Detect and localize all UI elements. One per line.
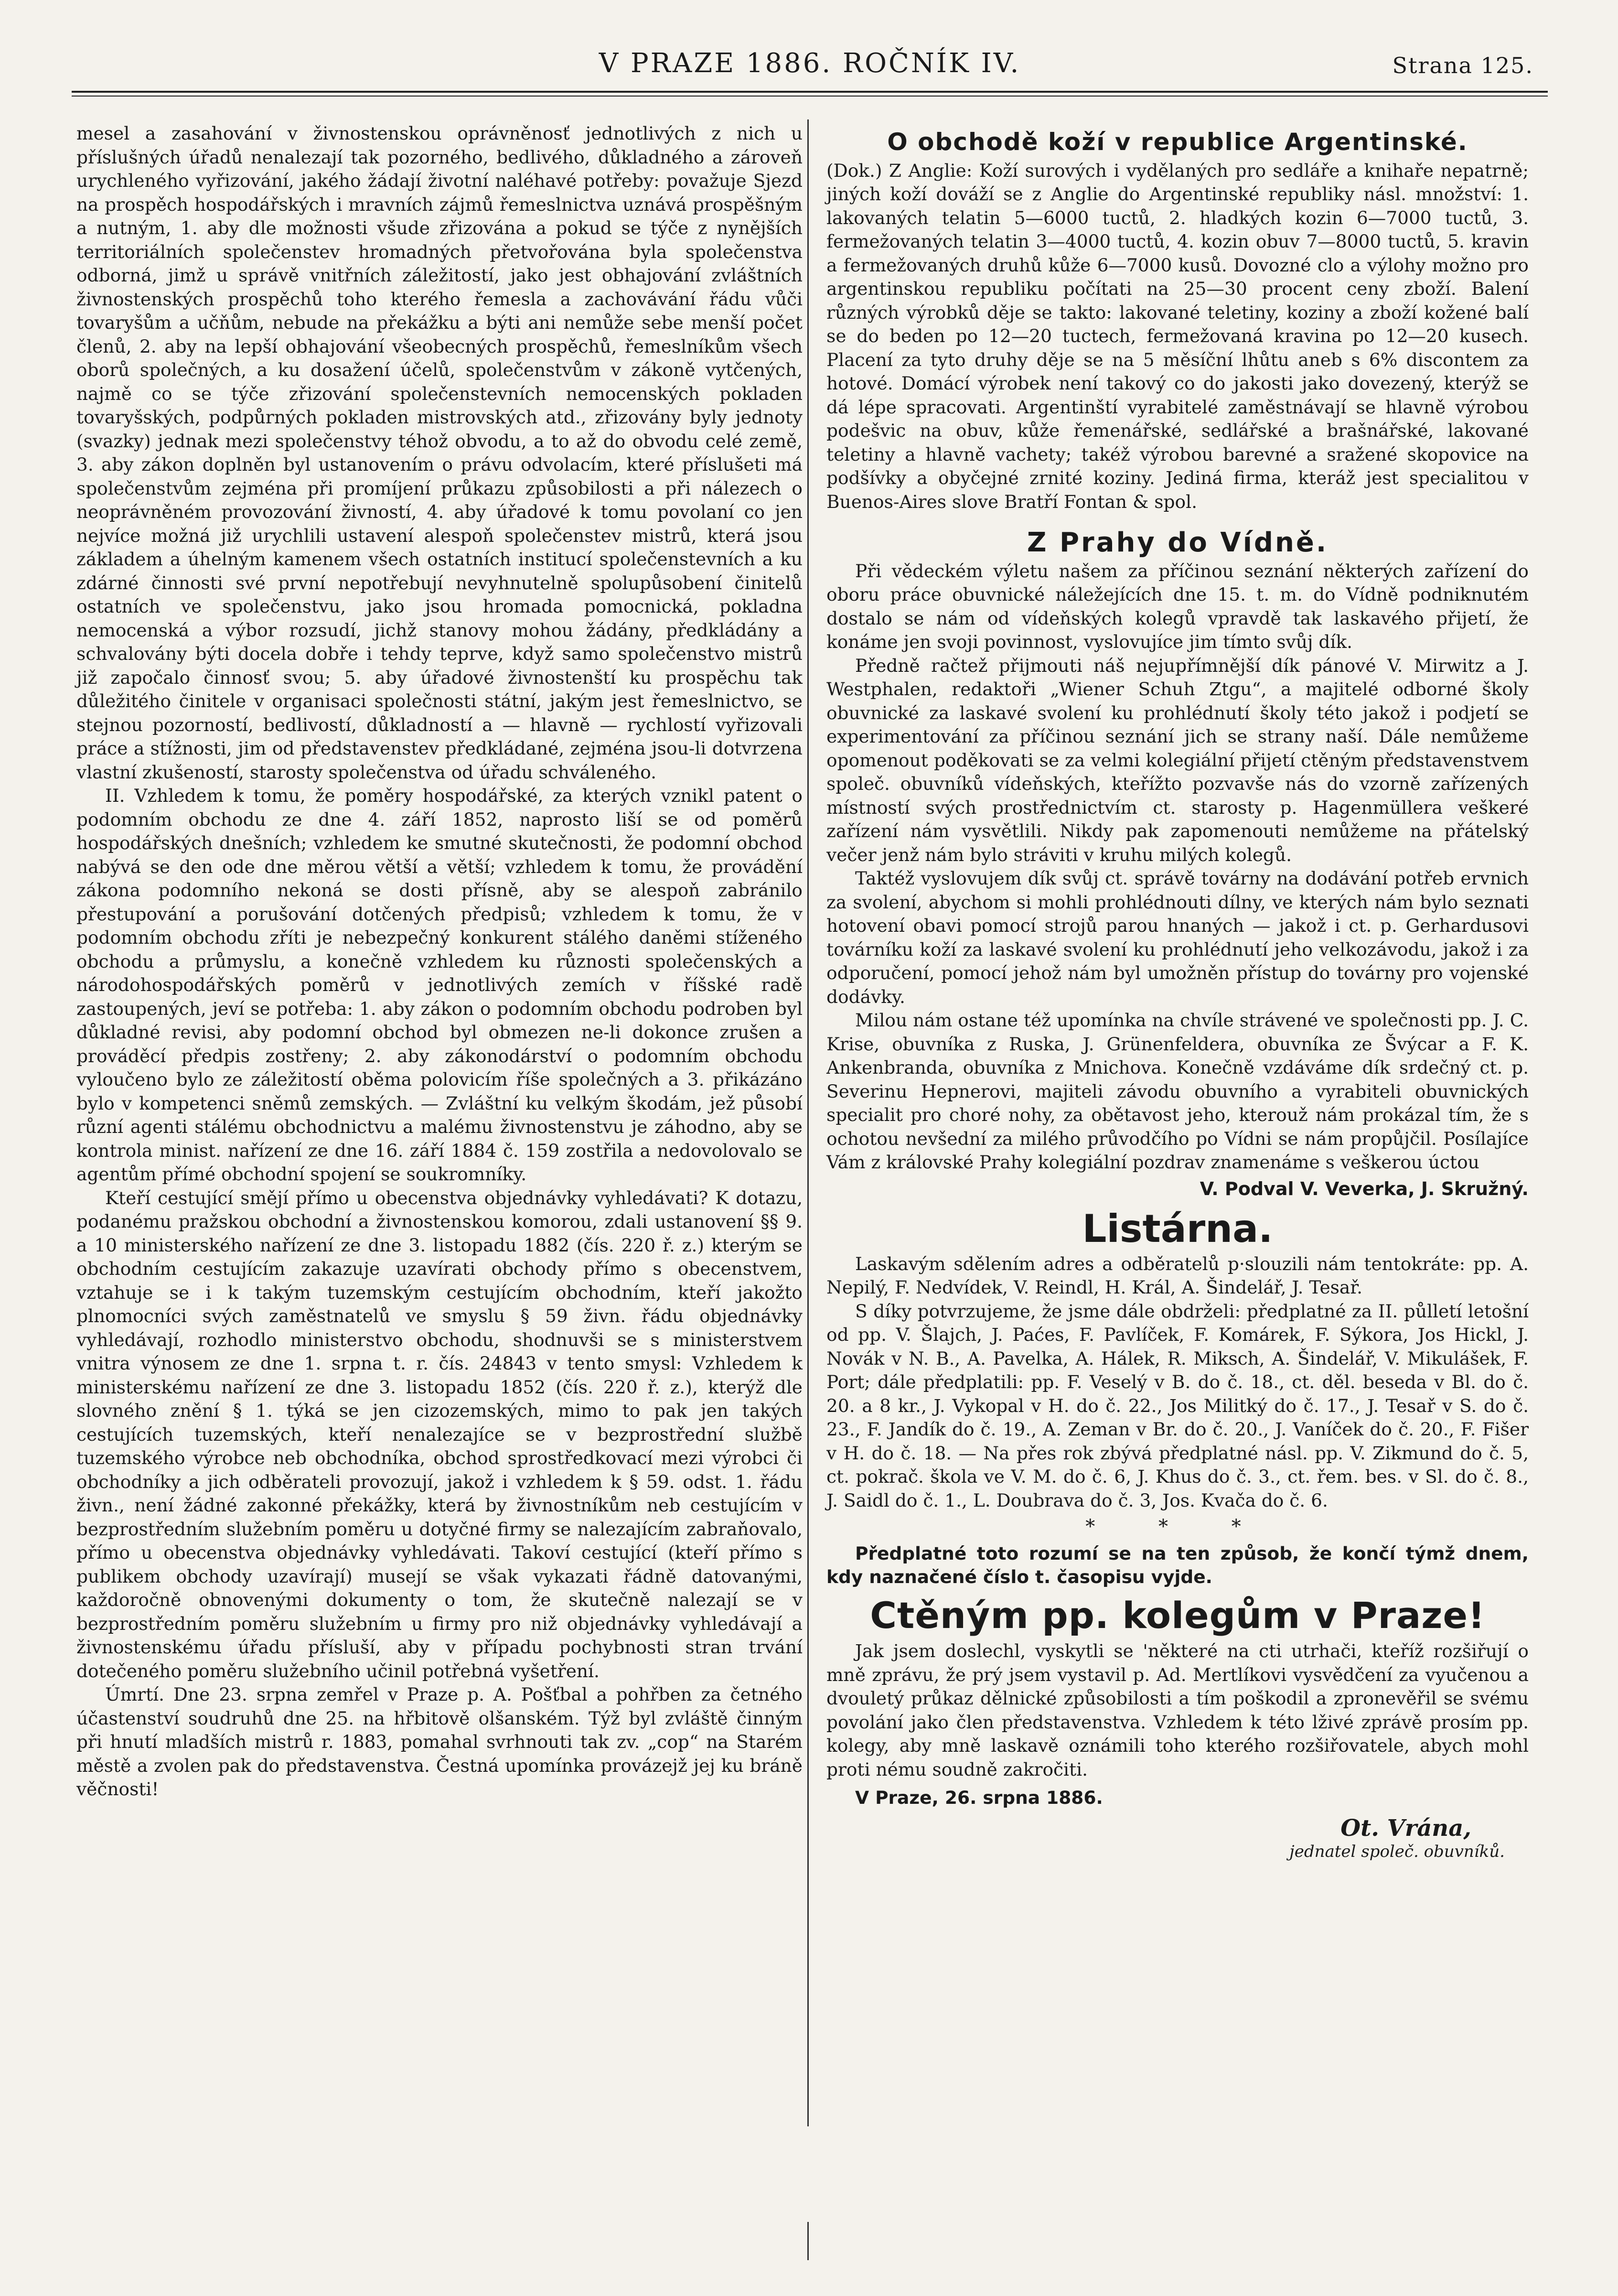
section-title-listarna: Listárna.: [1082, 1207, 1273, 1251]
article-paragraph: Milou nám ostane též upomínka na chvíle strávené ve společnosti pp. J. C. Krise, obuvníka z Ruska, J. Grünenfeldera, obuvníka ze Švýcar a F. K. Ankenbranda, obuvníka z Mnichova. Konečně vzdáváme dík srdečný ct. p. Severinu Hepnerovi, majiteli závodu obuvního a vyrabiteli obuvnických specialit pro choré nohy, za obětavost jeho, kterouž nám prokázal tím, že s ochotou nevšední za milého průvodčího po Vídni se nám propůjčil. Posílajíce Vám z královské Prahy kolegiální pozdrav znamenáme s veškerou úctou: [826, 1010, 1529, 1173]
masthead: V PRAZE 1886. ROČNÍK IV.: [599, 48, 1021, 79]
section-title-colleagues: Ctěným pp. kolegům v Praze!: [870, 1594, 1485, 1637]
section-title-argentina: O obchodě koží v republice Argentinské.: [887, 128, 1468, 156]
page-header: [86, 48, 1533, 86]
article-date: V Praze, 26. srpna 1886.: [855, 1787, 1103, 1808]
left-column: [76, 122, 803, 1801]
header-rule-thin: [72, 96, 1548, 97]
column-divider-bottom: [807, 2222, 809, 2260]
article-paragraph: Při vědeckém výletu našem za příčinou seznání některých zařízení do oboru práce obuvnické náležejících dne 15. t. m. do Vídně podniknutém dostalo se nám od vídeňských kolegů vpravdě tak laskavého přijetí, že konáme jen svoji povinnost, vyslovujíce jim tímto svůj dík.: [826, 560, 1529, 652]
right-column: [826, 122, 1529, 1864]
obituary-paragraph: Úmrtí. Dne 23. srpna zemřel v Praze p. A. Pošťbal a pohřben za četného účastenství soudruhů dne 25. na hřbitově olšanském. Týž byl zvláště činným při hnutí mladších mistrů r. 1883, pomahal svrhnouti tak zv. „cop“ na Starém městě a zvolen pak do představenstva. Čestná upomínka provázejž jej ku bráně věčnosti!: [76, 1684, 803, 1800]
article-paragraph: Předně račtež přijmouti náš nejupřímnější dík pánové V. Mirwitz a J. Westphalen, redaktoři „Wiener Schuh Ztgu“, a majitelé odborné školy obuvnické za laskavé svolení ku prohlédnutí školy této jakož i podjetí se experimentování za příčinou seznání jich se strany naší. Dále nemůžeme opomenout poděkovati se za velmi kolegiální přijetí ctěným představenstvem společ. obuvníků vídeňských, kteřížto pozvavše nás do vzorně zařízených místností svých prostřednictvím ct. starosty p. Hagenmüllera veškeré zařízení nám vysvětlili. Nikdy pak zapomenouti nemůžeme na přátelský večer jenž nám bylo stráviti v kruhu milých kolegů.: [826, 655, 1529, 865]
signature-role: jednatel společ. obuvníků.: [1289, 1842, 1505, 1861]
page-number: Strana 125.: [1392, 53, 1533, 78]
column-divider: [807, 119, 809, 2126]
article-paragraph: Jak jsem doslechl, vyskytli se 'některé na cti utrhači, kteříž rozšiřují o mně zprávu, že prý jsem vystavil p. Ad. Mertlíkovi vysvědčení za vyučenou a dvouletý průkaz dělnické způsobilosti a tím poškodil a zpronevěřil se svému povolání jako člen představenstva. Vzhledem k této lživé zprávě prosím pp. kolegy, aby mně laskavě oznámili toho kterého rozšiřovatele, abych mohl proti nému soudně zakročiti.: [826, 1640, 1529, 1780]
article-paragraph: Laskavým sdělením adres a odběratelů p·slouzili nám tentokráte: pp. A. Nepilý, F. Nedvídek, V. Reindl, H. Král, A. Šindelář, J. Tesař.: [826, 1253, 1529, 1298]
article-paragraph: mesel a zasahování v živnostenskou oprávněnosť jednotlivých z nich u příslušných úřadů nenalezají tak pozorného, bedlivého, důkladného a zároveň urychleného vyřizování, jakého žádají životní naléhavé potřeby: považuje Sjezd na prospěch hospodářských i mravních zájmů řemeslnictva uznává prospěšným a nutným, 1. aby dle možnosti všude zřizována a pokud se týče z nynějších territoriálních společenstev hromadných přetvořována byla společenstva odborná, jimž u správě vnitřních záležitostí, jako jest obhajování zvláštních živnostenských prospěchů toho kterého řemesla a zachovávání řádu vůči tovaryšům a učňům, nebude na překážku a býti ani nemůže sebe menší počet členů, 2. aby na lepší obhajování všeobecných prospěchů, řemeslníkům všech oborů společných, a ku dosažení účelů, společenstvům v zákoně vytčených, najmě co se týče zřizování společenstevních nemocenských pokladen tovaryšských, podpůrných pokladen mistrovských atd., zřizovány byly jednoty (svazky) jednak mezi společenstvy téhož obvodu, a to až do obvodu celé země, 3. aby zákon doplněn byl ustanovením o právu odvolacím, které příslušeti má společenstvům zejména při promíjení průkazu způsobilosti a při nálezech o neoprávněném provozování živností, 4. aby úřadové k tomu povolaní co jen nejvíce možná již urychlili ustavení alespoň společenstev mistrů, která jsou základem a úhelným kamenem všech ostatních institucí společenstevních a ku zdárné činnosti své první nepotřebují nevyhnutelně spolupůsobení činitelů ostatních ve společenstvu, jako jsou hromada pomocnická, pokladna nemocenská a výbor rozsudí, jichž stanovy mohou žádány, předkládány a schvalovány býti docela dobře i tehdy teprve, když samo společenstvo mistrů již započalo činnosť svou; 5. aby úřadové živnostenští ku prospěchu tak důležitého činitele v organisaci společnosti státní, jakým jest řemeslnictvo, se stejnou pozorností, bedlivostí, důkladností a — hlavně — rychlostí vyřizovali práce a stížnosti, jim od představenstev předkládané, zejména jsou-li dotvrzena vlastní zkušeností, starosty společenstva od úřadu schváleného.: [76, 123, 803, 783]
article-paragraph: S díky potvrzujeme, že jsme dále obdrželi: předplatné za II. půlletí letošní od pp. V. Šlajch, J. Paćes, F. Pavlíček, F. Komárek, F. Sýkora, Jos Hickl, J. Novák v N. B., A. Pavelka, A. Hálek, R. Miksch, A. Šindelář, V. Mikulášek, F. Port; dále předplatili: pp. F. Veselý v B. do č. 18., ct. děl. beseda v Bl. do č. 20. a 8 kr., J. Vykopal v H. do č. 22., Jos Militký do č. 17., J. Tesař v S. do č. 23., F. Jandík do č. 19., A. Zeman v Br. do č. 20., J. Vaníček do č. 20., F. Fišer v H. do č. 18. — Na přes rok zbývá předplatné násl. pp. V. Zikmund do č. 5, ct. pokrač. škola ve V. M. do č. 6, J. Khus do č. 3., ct. řem. bes. v Sl. do č. 8., J. Saidl do č. 1., L. Doubrava do č. 3, Jos. Kvača do č. 6.: [826, 1300, 1529, 1511]
signature-name: Ot. Vrána,: [1340, 1814, 1471, 1842]
header-rule: [72, 91, 1548, 93]
article-paragraph: (Dok.) Z Anglie: Koží surových i vydělaných pro sedláře a knihaře nepatrně; jiných koží dováží se z Anglie do Argentinské republiky násl. množství: 1. lakovaných telatin 5—6000 tuctů, 2. hladkých kozin 6—7000 tuctů, 3. fermežovaných telatin 3—4000 tuctů, 4. kozin obuv 7—8000 tuctů, 5. kravin a fermežovaných druhů kůže 6—7000 kusů. Dovozné clo a výlohy možno pro argentinskou republiku počítati na 25—30 procent ceny zboží. Balení různých výrobků děje se takto: lakované teletiny, koziny a zboží kožené balí se do beden po 12—20 tuctech, fermežovaná kravina po 12—20 kusech. Placení za tyto druhy děje se na 5 měsíční lhůtu aneb s 6% discontem za hotové. Domácí výrobek není takový co do jakosti jako dovezený, kterýž se dá lépe spracovati. Argentinští vyrabitelé zaměstnávají se hlavně výrobou podešvic na obuv, kůže řemenářské, sedlářské a brašnářské, lakované teletiny a hlavně vachety; takéž výrobou barevné a sražené skopovice na podšívky a obyčejné zrnité koziny. Jediná firma, kteráž jest specialitou v Buenos-Aires slove Bratří Fontan & spol.: [826, 160, 1529, 512]
article-paragraph: Taktéž vyslovujem dík svůj ct. správě továrny na dodávání potřeb ervnich za svolení, abychom si mohli prohlédnouti dílny, ve kterých nám bylo seznati hotovení obavi pomocí strojů parou hnaných — jakož i ct. p. Gerhardusovi továrníku koží za laskavé svolení ku prohlédnutí jeho velkozávodu, jakož i za odporučení, pomocí jehož nám byl umožněn přístup do továrny pro vojenské dodávky.: [826, 868, 1529, 1007]
separator-stars: * * *: [1085, 1516, 1270, 1538]
article-paragraph: Předplatné toto rozumí se na ten způsob, že končí týmž dnem, kdy naznačené číslo t. časopisu vyjde.: [826, 1542, 1529, 1587]
article-signature: V. Podval V. Veverka, J. Skružný.: [1200, 1178, 1529, 1199]
section-title-vienna: Z Prahy do Vídně.: [1027, 527, 1329, 558]
article-paragraph: Kteří cestující smějí přímo u obecenstva objednávky vyhledávati? K dotazu, podanému pražskou obchodní a živnostenskou komorou, zdali ustanovení §§ 9. a 10 ministerského nařízení ze dne 3. listopadu 1882 (čís. 220 ř. z.) kterým se obchodním cestujícím zakazuje uzavírati obchody přímo s obecenstvem, vztahuje se i k takým tuzemským cestujícím obchodním, kteří jakožto plnomocníci svých zaměstnatelů ve smyslu § 59 živn. řádu objednávky vyhledávají, rozhodlo ministerstvo obchodu, shodnuvši se s ministerstvem vnitra výnosem ze dne 1. srpna t. r. čís. 24843 v tento smysl: Vzhledem k ministerskému nařízení ze dne 3. listopadu 1852 (čís. 220 ř. z.), kterýž dle slovného znění § 1. týká se jen cizozemských, mimo to pak jen takých cestujících tuzemských, kteří nenalezajíce se v bezprostřední službě tuzemského výrobce neb obchodníka, obchod sprostředkovací mezi výrobci či obchodníky a jich odběrateli provozují, jakož i vzhledem k § 59. odst. 1. řádu živn., není žádné zakonné překážky, která by živnostníkům neb cestujícím v bezprostředním služebním poměru u dotyčné firmy se nalezajícím zabraňovalo, přímo u obecenstva objednávky vyhledávati. Takoví cestující (kteří přímo s publikem obchody uzavírají) musejí se však vykazati řádně datovanými, každoročně obnovenými dokumenty o tom, že skutečně nalezají se v bezprostředním poměru služebním u firmy pro niž objednávky vyhledávají a živnostenskému úřadu přísluší, aby v případu pochybnosti stran trvání dotečeného poměru služebního učinil potřebná vyšetření.: [76, 1187, 803, 1682]
article-paragraph: II. Vzhledem k tomu, že poměry hospodářské, za kterých vznikl patent o podomním obchodu ze dne 4. září 1852, naprosto liší se od poměrů hospodářských dnešních; vzhledem ke smutné skutečnosti, že podomní obchod nabývá se den ode dne měrou větší a větší; vzhledem k tomu, že provádění zákona podomního nekoná se dosti přísně, aby se alespoň zabránilo přestupování a porušování dotčených předpisů; vzhledem k tomu, že v podomním obchodu zříti je nebezpečný konkurent stálého daněmi stíženého obchodu a průmyslu, a konečně vzhledem ku různosti společenských a národohospodářských poměrů v jednotlivých zemích v říšské radě zastoupených, jeví se potřeba: 1. aby zákon o podomním obchodu podroben byl důkladné revisi, aby podomní obchod byl obmezen ne-li dokonce zrušen a prováděcí předpis zostřeny; 2. aby zákonodárství o podomním obchodu vyloučeno bylo ze záležitostí oběma polovicím říše společných a 3. přikázáno bylo v kompetenci sněmů zemských. — Zvláštní ku velkým škodám, jež působí různí agenti stálému obchodnictvu a malému živnostenstvu je záhodno, aby se kontrola minist. nařízení ze dne 16. září 1884 č. 159 zostřila a nedovolovalo se agentům přímé obchodní spojení se soukromníky.: [76, 785, 803, 1185]
